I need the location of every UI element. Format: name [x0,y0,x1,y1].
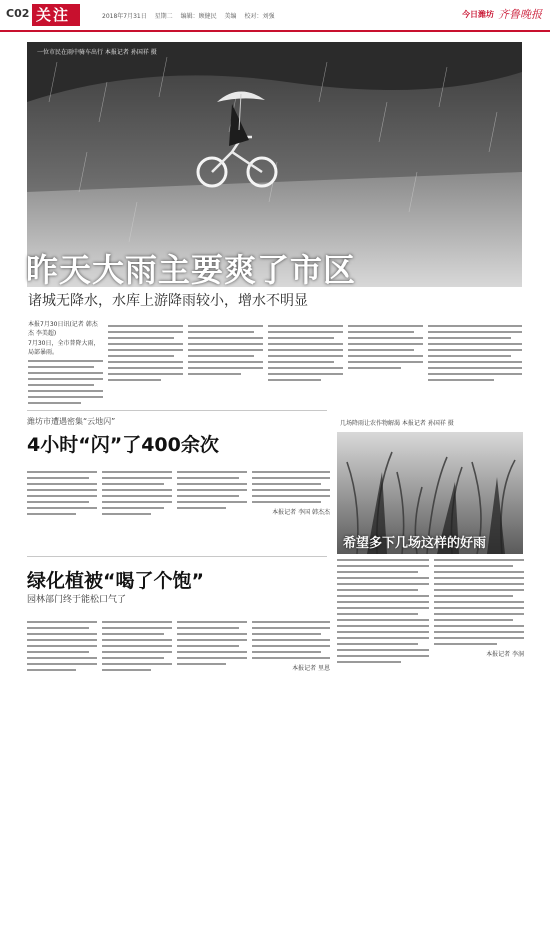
grass-photo [337,432,523,554]
greenery-subhead: 园林部门终于能松口气了 [27,595,127,605]
lightning-kicker: 潍坊市遭遇密集“云地闪” [27,417,116,426]
masthead [0,0,550,32]
greenery-column-2 [102,618,172,675]
lightning-column-1 [27,468,97,519]
proofreader: 校对：刘强 [244,13,275,20]
rain-column-6 [428,322,522,385]
grass-column-2 [434,556,524,658]
paper-label: 今日潍坊 [462,10,494,19]
lead-sentence: 7月30日，全市普降大雨，局部暴雨。 [28,340,100,356]
lightning-column-3 [177,468,247,513]
lightning-column-2 [102,468,172,519]
greenery-reporter: 本报记者 里恩 [292,665,330,672]
rain-column-1 [28,320,103,408]
newspaper-logo: 齐鲁晚报 [498,8,542,21]
main-subhead: 诸城无降水，水库上游降雨较小，增水不明显 [28,293,308,309]
lightning-reporter: 本报记者 李国 韩杰杰 [272,509,330,516]
greenery-column-1 [27,618,97,675]
date-line [102,11,280,20]
rain-column-4 [268,322,343,385]
designer: 美编 [224,13,237,20]
grass-photo-title: 希望多下几场这样的好雨 [343,536,487,551]
section-divider [27,410,327,411]
byline: 本报7月30日讯(记者 韩杰杰 李美超) [28,321,98,337]
rain-column-5 [348,322,423,373]
greenery-column-3 [177,618,247,669]
rain-column-3 [188,322,263,379]
grass-reporter: 本报记者 李洞 [486,651,524,658]
date: 2018年7月31日 [102,13,147,20]
greenery-headline: 绿化植被“喝了个饱” [27,570,204,592]
editor: 编辑：顾健民 [180,13,217,20]
lightning-column-4 [252,468,330,516]
section-title: 关注 [32,4,80,26]
photo-caption: 一位市民在雨中骑车出行 本报记者 孙国祥 摄 [37,49,157,56]
main-headline: 昨天大雨主要爽了市区 [26,251,357,289]
page-number: C02 [6,7,30,20]
grass-column-1 [337,556,429,667]
rain-column-2 [108,322,183,385]
greenery-column-4 [252,618,330,672]
weekday: 星期二 [154,13,173,20]
grass-caption: 几场降雨让农作物解渴 本报记者 孙国祥 摄 [340,420,454,427]
section-divider-2 [27,556,327,557]
lightning-headline: 4小时“闪”了400余次 [27,434,219,456]
